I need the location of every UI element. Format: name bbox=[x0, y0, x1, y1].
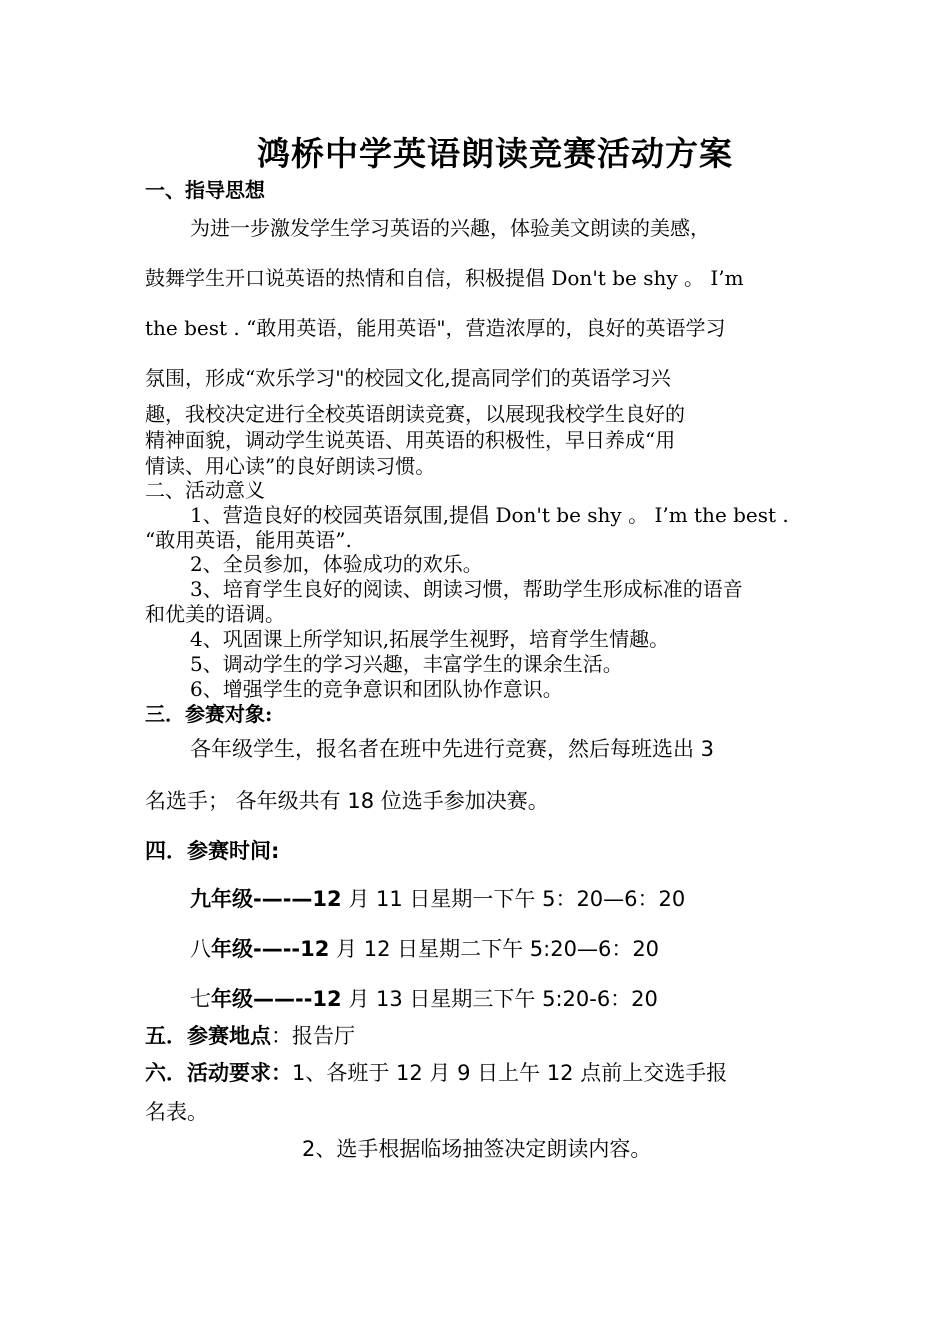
schedule-row-grade9 bbox=[190, 883, 685, 913]
paragraph-line: the best . “敢用英语，能用英语"，营造浓厚的，良好的英语学习 bbox=[145, 316, 726, 340]
schedule-row-grade7 bbox=[190, 983, 658, 1013]
schedule-grade-prefix: 八 bbox=[190, 937, 211, 961]
schedule-time: 月 11 日星期一下午 5：20—6：20 bbox=[341, 887, 686, 911]
section-heading-guiding-idea: 一、指导思想 bbox=[145, 178, 265, 202]
section-heading-time: 四．参赛时间: bbox=[145, 839, 280, 863]
list-item: 2、全员参加，体验成功的欢乐。 bbox=[190, 552, 483, 576]
paragraph-line: 各年级学生，报名者在班中先进行竞赛，然后每班选出 3 bbox=[190, 737, 715, 761]
requirements-line bbox=[145, 1057, 727, 1087]
section-heading-significance: 二、活动意义 bbox=[145, 478, 265, 502]
schedule-grade: 九年级-—-—12 bbox=[190, 887, 342, 911]
schedule-time: 月 12 日星期二下午 5:20—6：20 bbox=[329, 937, 660, 961]
section-heading-venue: 五．参赛地点 bbox=[145, 1024, 271, 1048]
paragraph-line: 名选手； 各年级共有 18 位选手参加决赛。 bbox=[145, 789, 549, 813]
requirement-item: 1、各班于 12 月 9 日上午 12 点前上交选手报 bbox=[292, 1061, 728, 1085]
section-heading-requirements: 六．活动要求： bbox=[145, 1061, 292, 1085]
schedule-time: 月 13 日星期三下午 5:20-6：20 bbox=[341, 987, 658, 1011]
paragraph-line: 为进一步激发学生学习英语的兴趣，体验美文朗读的美感， bbox=[190, 216, 710, 240]
requirement-item: 2、选手根据临场抽签决定朗读内容。 bbox=[302, 1137, 652, 1161]
document-title: 鸿桥中学英语朗读竞赛活动方案 bbox=[257, 134, 733, 173]
requirement-continuation: 名表。 bbox=[145, 1100, 208, 1124]
schedule-row-grade8 bbox=[190, 933, 659, 963]
paragraph-line: 精神面貌，调动学生说英语、用英语的积极性，早日养成“用 bbox=[145, 428, 676, 452]
schedule-grade: 年级——--12 bbox=[211, 987, 342, 1011]
venue-line bbox=[145, 1020, 355, 1050]
list-item: 和优美的语调。 bbox=[145, 602, 285, 626]
list-item: 5、调动学生的学习兴趣，丰富学生的课余生活。 bbox=[190, 652, 623, 676]
schedule-grade: 年级-—--12 bbox=[211, 937, 330, 961]
list-item: 1、营造良好的校园英语氛围,提倡 Don't be shy 。 I’m the best . bbox=[190, 503, 789, 527]
section-heading-participants: 三．参赛对象: bbox=[145, 702, 273, 726]
list-item: 3、培育学生良好的阅读、朗读习惯，帮助学生形成标准的语音 bbox=[190, 577, 743, 601]
list-item: 6、增强学生的竞争意识和团队协作意识。 bbox=[190, 677, 563, 701]
venue-value: ：报告厅 bbox=[271, 1024, 355, 1048]
paragraph-line: 鼓舞学生开口说英语的热情和自信，积极提倡 Don't be shy 。 I’m bbox=[145, 266, 744, 290]
list-item: “敢用英语，能用英语”. bbox=[145, 528, 352, 552]
paragraph-line: 趣，我校决定进行全校英语朗读竞赛，以展现我校学生良好的 bbox=[145, 402, 685, 426]
schedule-grade-prefix: 七 bbox=[190, 987, 211, 1011]
paragraph-line: 氛围，形成“欢乐学习"的校园文化,提高同学们的英语学习兴 bbox=[145, 366, 671, 390]
list-item: 4、巩固课上所学知识,拓展学生视野，培育学生情趣。 bbox=[190, 627, 670, 651]
paragraph-line: 情读、用心读”的良好朗读习惯。 bbox=[145, 454, 436, 478]
